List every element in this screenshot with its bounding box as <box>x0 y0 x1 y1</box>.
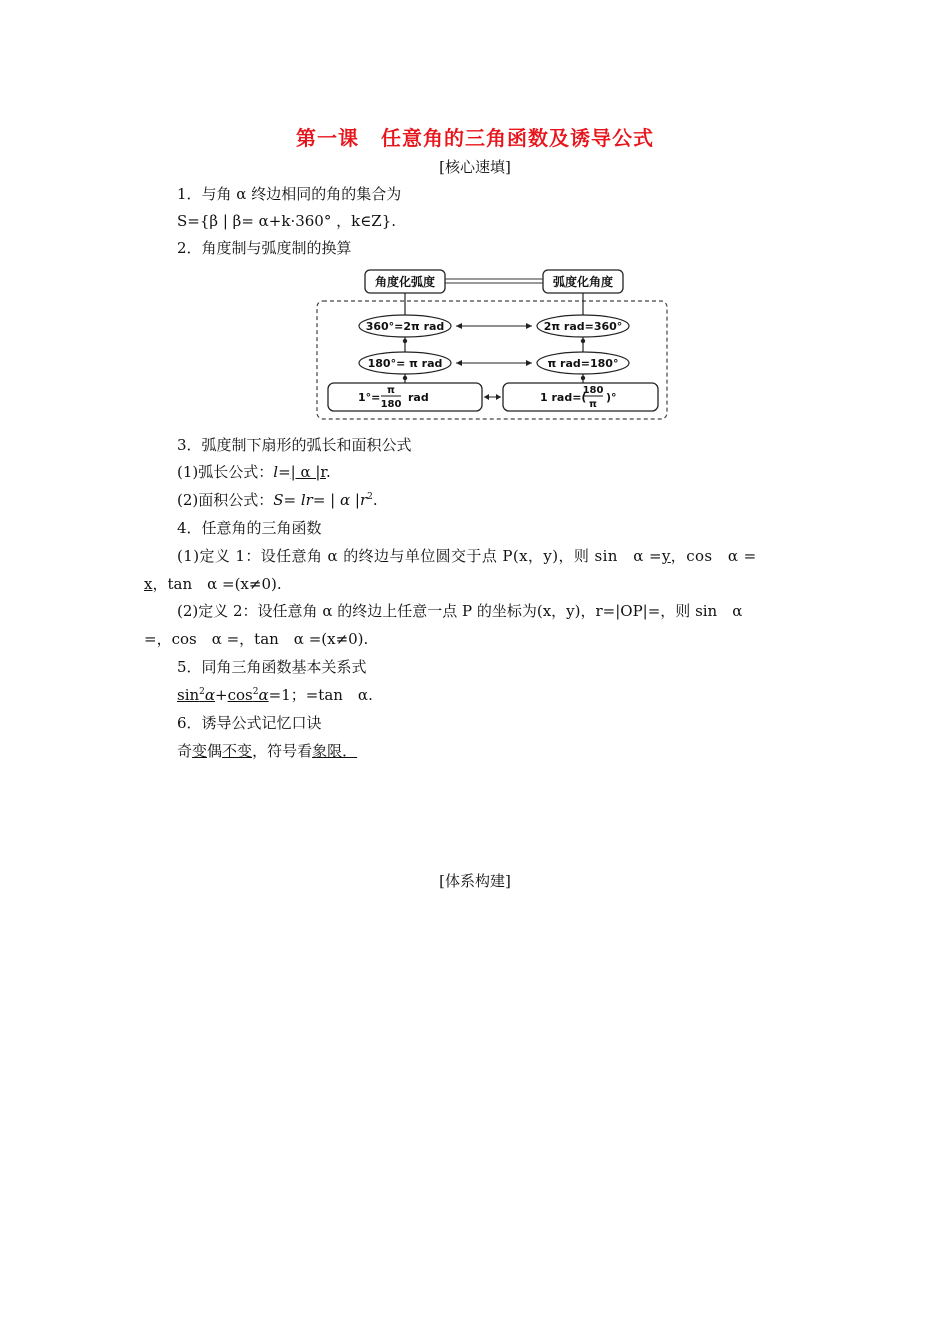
right-dot-2 <box>581 376 585 380</box>
item3-area: (2)面积公式：S= lr= | α $|r^2$. <box>177 491 378 509</box>
box-rad-to-deg-label: 弧度化角度 <box>552 275 614 289</box>
oval-left-1-label: 360°=2π rad <box>365 320 445 333</box>
arc-length-answer: | α |r <box>290 463 326 481</box>
item4-def1-line1: (1)定义 1：设任意角 α 的终边与单位圆交于点 P(x，y)，则 sin α =y，cos α = <box>177 547 757 565</box>
conversion-diagram <box>310 266 675 424</box>
item4-def2-line2: =，cos α =，tan α =(x≠0). <box>144 630 369 648</box>
bottom-left-den: 180 <box>380 399 402 410</box>
left-dot-2 <box>403 376 407 380</box>
oval-right-2-label: π rad=180° <box>547 357 619 370</box>
oval-right-1-label: 2π rad=360° <box>543 320 623 333</box>
left-dot-1 <box>403 339 407 343</box>
page-title <box>0 122 950 151</box>
right-dot-1 <box>581 339 585 343</box>
item4-heading: 4．任意角的三角函数 <box>177 519 322 537</box>
bottom-left-prefix: 1°= <box>358 391 381 404</box>
item6-mnemonic: 奇变偶不变，符号看象限． <box>177 742 358 760</box>
item1-formula: S={β | β= α+k·360° ，k∈Z}. <box>177 212 397 230</box>
item1-heading: 1．与角 α 终边相同的角的集合为 <box>177 185 402 203</box>
oval-left-2-label: 180°= π rad <box>367 357 443 370</box>
item3-arc-length: (1)弧长公式：l=| α |r. <box>177 463 331 481</box>
bottom-right-suffix: )° <box>606 391 617 404</box>
title-lesson: 第一课 <box>296 126 359 150</box>
box-deg-to-rad-label: 角度化弧度 <box>374 275 436 289</box>
item5-heading: 5．同角三角函数基本关系式 <box>177 658 367 676</box>
title-topic: 任意角的三角函数及诱导公式 <box>381 126 654 150</box>
bottom-right-prefix: 1 rad=( <box>540 391 587 404</box>
item6-heading: 6．诱导公式记忆口诀 <box>177 714 322 732</box>
bottom-left-num: π <box>387 385 395 396</box>
item5-identity: $\sin^2\alpha+\cos^2\alpha=1$；=tan α. <box>177 686 373 704</box>
bottom-right-num: 180 <box>582 385 604 396</box>
section-heading-core: [核心速填] <box>439 158 511 176</box>
box-bottom-left <box>328 383 482 411</box>
bottom-left-suffix: rad <box>408 391 429 404</box>
item3-heading: 3．弧度制下扇形的弧长和面积公式 <box>177 436 412 454</box>
item4-def1-line2: x，tan α =(x≠0). <box>144 575 282 593</box>
bottom-right-den: π <box>589 399 597 410</box>
section-heading-system: [体系构建] <box>439 872 511 890</box>
item4-def2-line1: (2)定义 2：设任意角 α 的终边上任意一点 P 的坐标为(x，y)，r=|OP|=，则 sin α <box>177 602 743 620</box>
item2-heading: 2．角度制与弧度制的换算 <box>177 239 352 257</box>
